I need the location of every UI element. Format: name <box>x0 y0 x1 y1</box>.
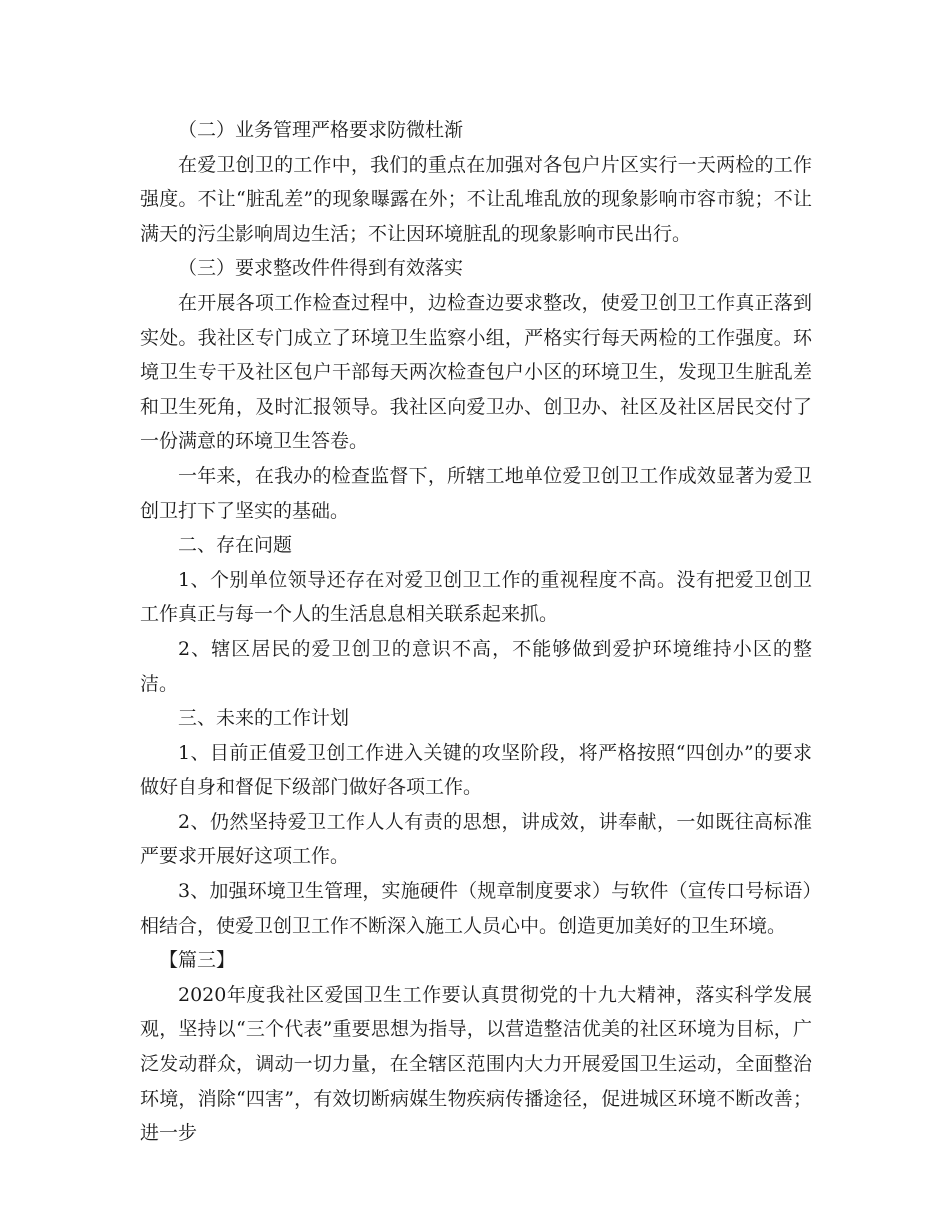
paragraph-2020-overview: 2020年度我社区爱国卫生工作要认真贯彻党的十九大精神，落实科学发展观，坚持以“三个代表”重要思想为指导，以营造整洁优美的社区环境为目标，广泛发动群众，调动一切力量，在全辖区范围内大力开展爱国卫生运动，全面整治环境，消除“四害”，有效切断病媒生物疾病传播途径，促进城区环境不断改善；进一步 <box>140 983 812 1145</box>
paragraph-plan-2: 2、仍然坚持爱卫工作人人有责的思想，讲成效，讲奉献，一如既往高标准严要求开展好这项工作。 <box>140 810 812 868</box>
paragraph-inspection-intensity: 在爱卫创卫的工作中，我们的重点在加强对各包户片区实行一天两检的工作强度。不让“脏乱差”的现象曝露在外；不让乱堆乱放的现象影响市容市貌；不让满天的污尘影响周边生活；不让因环境脏乱的现象影响市民出行。 <box>140 153 812 245</box>
subheading-rectification: （三）要求整改件件得到有效落实 <box>178 257 464 280</box>
section-marker-part-three: 【篇三】 <box>159 949 236 972</box>
paragraph-year-summary: 一年来，在我办的检查监督下，所辖工地单位爱卫创卫工作成效显著为爱卫创卫打下了坚实的基础。 <box>140 464 812 522</box>
document-body <box>140 113 812 1151</box>
heading-existing-problems: 二、存在问题 <box>178 534 293 557</box>
subheading-business-management: （二）业务管理严格要求防微杜渐 <box>178 119 464 141</box>
heading-future-plan: 三、未来的工作计划 <box>178 707 350 730</box>
paragraph-rectification-details: 在开展各项工作检查过程中，边检查边要求整改，使爱卫创卫工作真正落到实处。我社区专门成立了环境卫生监察小组，严格实行每天两检的工作强度。环境卫生专干及社区包户干部每天两次检查包户小区的环境卫生，发现卫生脏乱差和卫生死角，及时汇报领导。我社区向爱卫办、创卫办、社区及社区居民交付了一份满意的环境卫生答卷。 <box>140 291 812 453</box>
paragraph-plan-3: 3、加强环境卫生管理，实施硬件（规章制度要求）与软件（宣传口号标语）相结合，使爱卫创卫工作不断深入施工人员心中。创造更加美好的卫生环境。 <box>140 880 812 937</box>
paragraph-plan-1: 1、目前正值爱卫创工作进入关键的攻坚阶段，将严格按照“四创办”的要求做好自身和督促下级部门做好各项工作。 <box>140 741 812 799</box>
paragraph-problem-1: 1、个别单位领导还存在对爱卫创卫工作的重视程度不高。没有把爱卫创卫工作真正与每一个人的生活息息相关联系起来抓。 <box>140 568 812 626</box>
paragraph-problem-2: 2、辖区居民的爱卫创卫的意识不高，不能够做到爱护环境维持小区的整洁。 <box>140 637 812 695</box>
